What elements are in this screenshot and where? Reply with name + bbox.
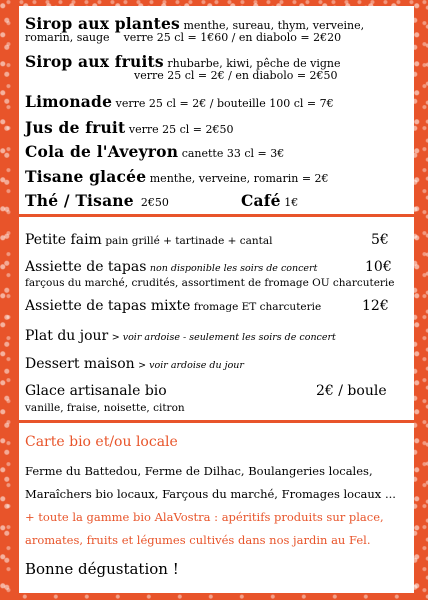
tisane-glacee-name: Tisane glacée xyxy=(25,167,147,186)
petite-faim-name: Petite faim xyxy=(25,232,102,248)
dessert-name: Dessert maison xyxy=(25,356,135,372)
limonade-name: Limonade xyxy=(25,92,113,111)
bio-text-3: + toute la gamme bio AlaVostra : apéritifs produits sur place, xyxy=(25,510,384,524)
petite-faim-desc: pain grillé + tartinade + cantal xyxy=(105,235,273,247)
limonade-line xyxy=(25,92,334,111)
sirop-plantes-flavors: menthe, sureau, thym, verveine, xyxy=(183,19,365,32)
bio-line1 xyxy=(25,464,373,478)
divider-top xyxy=(19,214,414,217)
tapas-mixte-desc: fromage ET charcuterie xyxy=(193,301,322,313)
glace-name: Glace artisanale bio xyxy=(25,383,167,399)
tapas-desc: farçous du marché, crudités, assortiment de fromage OU charcuterie xyxy=(25,277,395,289)
sirop-plantes-flavors2: romarin, sauge xyxy=(25,31,110,44)
plat-name: Plat du jour xyxy=(25,328,109,344)
bio-line4 xyxy=(25,533,370,547)
divider-bottom xyxy=(19,420,414,423)
cafe-line xyxy=(241,191,298,210)
bio-title: Carte bio et/ou locale xyxy=(25,434,178,450)
bio-line2 xyxy=(25,487,396,501)
cafe-name: Café xyxy=(241,191,281,210)
the-name: Thé / Tisane xyxy=(25,191,134,210)
cola-name: Cola de l'Aveyron xyxy=(25,142,179,161)
glace-price: 2€ / boule xyxy=(316,383,387,399)
cola-prices: canette 33 cl = 3€ xyxy=(181,147,285,160)
tapas-price: 10€ xyxy=(365,259,392,275)
cola-line xyxy=(25,142,284,161)
sirop-fruits-flavors: rhubarbe, kiwi, pêche de vigne xyxy=(167,57,341,70)
the-line xyxy=(25,191,169,210)
tapas-note: non disponible les soirs de concert xyxy=(149,263,318,274)
cafe-price: 1€ xyxy=(284,196,299,209)
jus-prices: verre 25 cl = 2€50 xyxy=(128,123,234,136)
sirop-fruits-prices: verre 25 cl = 2€ / en diabolo = 2€50 xyxy=(134,69,338,82)
tisane-glacee-prices: menthe, verveine, romarin = 2€ xyxy=(149,172,329,185)
limonade-prices: verre 25 cl = 2€ / bouteille 100 cl = 7€ xyxy=(115,97,334,110)
sirop-plantes-line2 xyxy=(25,31,341,44)
sirop-fruits-prices-line xyxy=(134,69,338,82)
bio-text-2: Maraîchers bio locaux, Farçous du marché, Fromages locaux ... xyxy=(25,487,396,501)
closing-line xyxy=(25,560,179,578)
petite-faim-line xyxy=(25,232,273,248)
glace-desc: vanille, fraise, noisette, citron xyxy=(25,402,185,414)
glace-line xyxy=(25,383,167,399)
tapas-name: Assiette de tapas xyxy=(25,259,147,275)
bio-title-line xyxy=(25,434,178,450)
tapas-mixte-line xyxy=(25,298,321,314)
glace-desc-line xyxy=(25,401,185,414)
bio-line3 xyxy=(25,510,384,524)
plat-line xyxy=(25,328,336,344)
bio-text-1: Ferme du Battedou, Ferme de Dilhac, Boulangeries locales, xyxy=(25,464,373,478)
tapas-mixte-name: Assiette de tapas mixte xyxy=(25,298,191,314)
closing-text: Bonne dégustation ! xyxy=(25,560,179,578)
tapas-desc-line xyxy=(25,276,395,289)
the-price: 2€50 xyxy=(140,196,169,209)
sirop-fruits-name: Sirop aux fruits xyxy=(25,52,164,71)
sirop-plantes-prices: verre 25 cl = 1€60 / en diabolo = 2€20 xyxy=(123,31,342,44)
bio-text-4: aromates, fruits et légumes cultivés dans nos jardin au Fel. xyxy=(25,533,371,547)
plat-note: > voir ardoise - seulement les soirs de concert xyxy=(111,332,336,343)
dessert-note: > voir ardoise du jour xyxy=(138,360,244,371)
sirop-plantes-name: Sirop aux plantes xyxy=(25,14,180,33)
tapas-line xyxy=(25,259,317,275)
dessert-line xyxy=(25,356,244,372)
tapas-mixte-price: 12€ xyxy=(362,298,389,314)
petite-faim-price: 5€ xyxy=(371,232,389,248)
menu-card xyxy=(19,6,414,593)
jus-name: Jus de fruit xyxy=(25,118,126,137)
tisane-glacee-line xyxy=(25,167,329,186)
jus-line xyxy=(25,118,234,137)
